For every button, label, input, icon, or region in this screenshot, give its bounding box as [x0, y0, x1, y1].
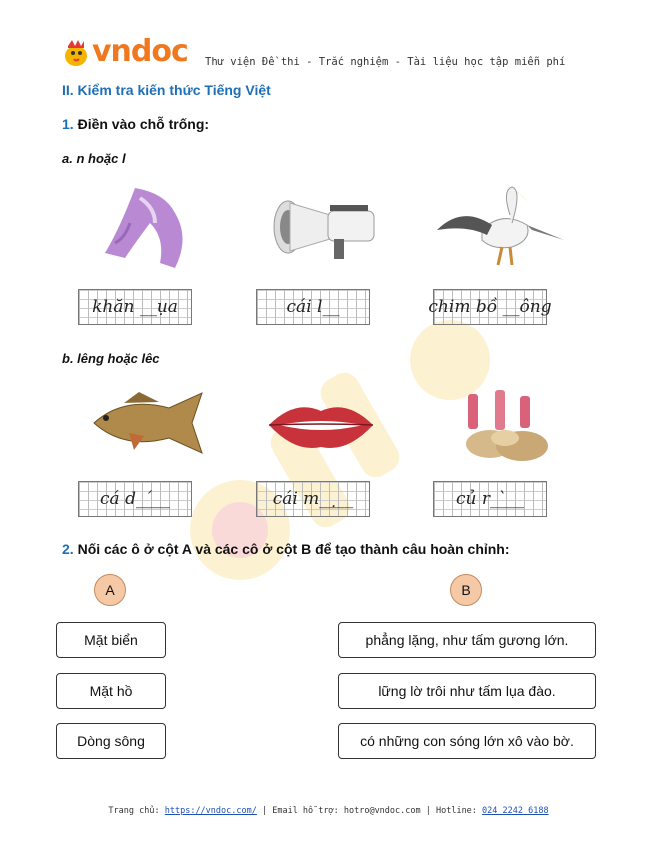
- footer-email: | Email hỗ trợ: hotro@vndoc.com | Hotline:: [261, 806, 477, 816]
- column-b-label: B: [450, 574, 482, 606]
- vndoc-watermark: [150, 300, 510, 620]
- megaphone-image: [270, 195, 380, 265]
- writing-grid: [78, 481, 192, 517]
- fill-word: chim bồ __ông: [428, 297, 552, 317]
- column-a-item[interactable]: Mặt biển: [56, 622, 166, 658]
- column-a-item[interactable]: Dòng sông: [56, 723, 166, 759]
- column-a-label: A: [94, 574, 126, 606]
- column-b-item[interactable]: có những con sóng lớn xô vào bờ.: [338, 723, 596, 759]
- vndoc-logo[interactable]: [62, 34, 192, 70]
- column-a-item[interactable]: Mặt hồ: [56, 673, 166, 709]
- scarf-image: [95, 183, 195, 273]
- question-text: Nối các ô ở cột A và các cô ở cột B để tạo thành câu hoàn chỉnh:: [77, 541, 510, 557]
- footer-home-link[interactable]: https://vndoc.com/: [164, 806, 257, 816]
- part-b-label: b. lêng hoặc lêc: [62, 351, 160, 366]
- question-1: [62, 116, 209, 132]
- logo-text: vndoc: [92, 34, 188, 69]
- lips-image: [265, 395, 377, 455]
- question-number: 2.: [62, 541, 74, 557]
- fill-word: khăn __ụa: [92, 297, 178, 317]
- question-2: [62, 541, 510, 557]
- footer-hotline[interactable]: 024 2242 6188: [482, 806, 549, 816]
- pelican-image: [432, 185, 567, 270]
- footer: [0, 806, 657, 816]
- galangal-image: [460, 386, 555, 466]
- column-b-item[interactable]: phẳng lặng, như tấm gương lớn.: [338, 622, 596, 658]
- writing-grid: [256, 289, 370, 325]
- writing-grid: [433, 481, 547, 517]
- section-title: II. Kiểm tra kiến thức Tiếng Việt: [62, 82, 271, 98]
- column-b-item[interactable]: lững lờ trôi như tấm lụa đào.: [338, 673, 596, 709]
- writing-grid: [256, 481, 370, 517]
- writing-grid: [428, 289, 552, 325]
- writing-grid: [78, 289, 192, 325]
- fill-word: cái m__̣__: [272, 489, 354, 509]
- fill-word: cái l__: [286, 297, 340, 317]
- footer-home-label: Trang chủ:: [108, 806, 160, 816]
- question-number: 1.: [62, 116, 74, 132]
- question-text: Điền vào chỗ trống:: [77, 116, 210, 132]
- part-a-label: a. n hoặc l: [62, 151, 126, 166]
- header-tagline: Thư viện Đề thi - Trắc nghiệm - Tài liệu học tập miễn phí: [205, 56, 566, 68]
- fill-word: củ r__̀__: [456, 489, 524, 509]
- fill-word: cá d__́__: [100, 489, 170, 509]
- fish-image: [84, 388, 209, 458]
- chicken-mascot-icon: [62, 38, 90, 68]
